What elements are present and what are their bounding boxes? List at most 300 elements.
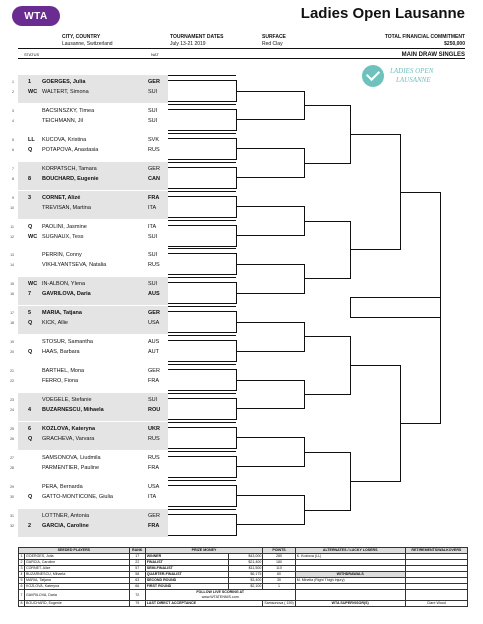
seed-number: 1 (20, 554, 23, 558)
bracket-line (236, 408, 304, 409)
draw-position: 25 (10, 426, 14, 431)
prize-money: $3,400 (228, 578, 263, 584)
player-row (10, 232, 168, 242)
player-row (10, 521, 168, 531)
seed-status: 4 (28, 406, 32, 413)
player-row (12, 164, 168, 174)
player-name: GAVRILOVA, Daria (42, 291, 91, 298)
draw-position: 5 (12, 137, 14, 142)
live-scoring-url[interactable]: www.WTATENNIS.com (201, 595, 239, 599)
bracket-line (168, 335, 236, 336)
bracket-line (236, 119, 304, 120)
seeded-header: SEEDED PLAYERS (19, 548, 130, 554)
match-pair (10, 364, 168, 392)
seed-rank: 66 (129, 584, 145, 590)
draw-position: 27 (10, 455, 14, 460)
player-name: KUCOVA, Kristina (42, 136, 87, 143)
player-row (10, 203, 168, 213)
match-pair (10, 393, 168, 421)
draw-position: 26 (10, 436, 14, 441)
prize-round: SEMI-FINALIST (145, 566, 228, 572)
prize-round: FIRST ROUND (145, 584, 228, 590)
player-name: PERA, Bernarda (42, 483, 83, 490)
draw-position: 10 (10, 205, 14, 210)
bracket-line (236, 177, 304, 178)
player-row (10, 376, 168, 386)
draw-position: 31 (10, 513, 14, 518)
bracket-line (168, 101, 236, 102)
bracket-line (168, 225, 236, 226)
prize-round: WINNER (145, 554, 228, 560)
bracket-line (168, 130, 236, 131)
player-name: LOTTNER, Antonia (42, 512, 90, 519)
bracket-line (168, 340, 236, 341)
draw-position: 22 (10, 379, 14, 383)
bracket-line (350, 297, 440, 298)
prize-round: FINALIST (145, 560, 228, 566)
seed-status: LL (28, 136, 35, 143)
seed-player-name: MARIA, Tatjana (25, 578, 130, 584)
player-row (12, 116, 168, 126)
seed-status: WC (28, 89, 38, 95)
draw-position: 24 (10, 407, 14, 412)
nationality: AUS (148, 291, 160, 298)
nationality: CAN (148, 175, 160, 182)
footer-table (18, 547, 468, 607)
player-row (10, 250, 168, 260)
player-name: FERRO, Fiona (42, 378, 79, 384)
player-row (10, 405, 168, 415)
player-row (12, 193, 168, 203)
player-name: WALTERT, Simona (42, 89, 89, 95)
seed-status: 3 (28, 194, 32, 201)
player-row (10, 424, 168, 434)
bracket-line (168, 109, 236, 110)
sponsor-text (390, 67, 433, 85)
nationality: SUI (148, 233, 158, 240)
seed-number: 7 (19, 590, 25, 601)
alternates-header: ALTERNATES / LUCKY LOSERS (295, 548, 405, 554)
bracket-line (236, 466, 304, 467)
bracket-line (168, 246, 236, 247)
bracket-line (236, 91, 304, 92)
bracket-line (168, 448, 236, 449)
player-row (10, 511, 168, 521)
seed-status: WC (28, 281, 38, 288)
bracket-line (168, 514, 236, 515)
seed-player-name: KOZLOVA, Kateryna (25, 584, 130, 590)
nationality: SVK (148, 136, 160, 143)
seed-player-name: CORNET, Alizé (25, 566, 130, 572)
match-pair (10, 306, 168, 334)
bracket-line (236, 437, 304, 438)
bracket-line (168, 535, 236, 536)
supervisor-label: WTA SUPERVISOR(S) (295, 601, 405, 607)
bracket-line (236, 495, 304, 496)
draw-position: 15 (10, 282, 14, 287)
draw-position: 19 (10, 340, 14, 345)
player-row (12, 145, 168, 155)
seed-number: 4 (20, 572, 23, 576)
player-name: TEICHMANN, Jil (42, 117, 83, 124)
player-name: MARIA, Tatjana (42, 310, 82, 317)
draw-position: 3 (12, 108, 14, 113)
player-row (10, 222, 168, 232)
nationality: RUS (148, 146, 160, 153)
match-pair (10, 335, 168, 363)
nationality: RUS (148, 262, 160, 269)
bracket-line (236, 351, 304, 352)
seed-status: Q (28, 493, 33, 500)
player-row (10, 308, 168, 318)
nat-column-header: NAT (151, 52, 159, 57)
seed-status: Q (28, 146, 33, 153)
draw-position: 20 (10, 350, 14, 355)
seed-player-name: BUZARNESCU, Mihaela (25, 572, 130, 578)
seed-rank: 72 (129, 590, 145, 601)
nationality: ITA (148, 223, 157, 230)
prize-points: 30 (263, 578, 295, 584)
bracket-line (168, 138, 236, 139)
bracket-line (168, 167, 236, 168)
player-name: POTAPOVA, Anastasia (42, 146, 99, 153)
bracket-line (168, 282, 236, 283)
match-pair (12, 104, 168, 132)
nationality: ROU (148, 406, 161, 413)
draw-position: 18 (10, 321, 14, 326)
seed-status: 5 (28, 310, 32, 317)
nationality: SUI (148, 89, 158, 95)
commitment-value: $250,000 (444, 41, 465, 47)
nationality: GER (148, 79, 160, 85)
dates-value: July 13-21 2019 (170, 41, 206, 47)
draw-position: 29 (10, 484, 14, 489)
bracket-line (168, 253, 236, 254)
draw-position: 14 (10, 263, 14, 268)
seed-number: 2 (20, 560, 23, 564)
surface-label: SURFACE (262, 34, 286, 40)
seed-status: Q (28, 435, 33, 442)
bracket-line (168, 248, 236, 249)
alternate-entry: K. Kozlova (LL) (295, 554, 405, 560)
nationality: AUT (148, 349, 159, 356)
seed-status: 2 (28, 522, 32, 529)
match-pair (10, 191, 168, 219)
player-row (12, 77, 168, 87)
player-name: SAMSONOVA, Liudmila (42, 454, 101, 461)
bracket-line (440, 192, 441, 424)
player-row (10, 279, 168, 289)
bracket-line (168, 419, 236, 420)
prize-points: 180 (263, 560, 295, 566)
alternate-entry: WITHDRAWALS (295, 572, 405, 578)
bracket-line (350, 317, 440, 318)
prize-money: $43,000 (228, 554, 263, 560)
nationality: USA (148, 483, 160, 490)
player-name: PARMENTIER, Pauline (42, 464, 100, 471)
draw-position: 8 (12, 176, 14, 181)
player-row (12, 174, 168, 184)
seed-rank: 22 (129, 560, 145, 566)
bracket-line (168, 303, 236, 304)
bracket-line (304, 336, 350, 337)
nationality: ITA (148, 493, 157, 500)
bracket-line (168, 196, 236, 197)
points-header: POINTS (263, 548, 295, 554)
seed-rank: 57 (129, 566, 145, 572)
player-row (10, 366, 168, 376)
match-pair (12, 75, 168, 103)
match-pair (10, 277, 168, 305)
match-pair (10, 248, 168, 276)
bracket-line (304, 394, 350, 395)
draw-position: 1 (12, 80, 14, 84)
seed-player-name: GOERGES, Julia (25, 554, 130, 560)
seed-status: WC (28, 233, 38, 240)
nationality: RUS (148, 435, 160, 442)
match-pair (10, 451, 168, 479)
bracket-line (168, 191, 236, 192)
draw-position: 7 (12, 166, 14, 171)
seed-status: Q (28, 320, 33, 327)
bracket-line (168, 75, 236, 76)
tournament-title: Ladies Open Lausanne (300, 5, 465, 22)
bracket-line (304, 221, 350, 222)
surface-value: Red Clay (262, 41, 283, 47)
player-name: BACSINSZKY, Timea (42, 107, 95, 114)
player-name: HAAS, Barbara (42, 349, 80, 356)
match-pair (10, 480, 168, 508)
match-pair (10, 422, 168, 450)
player-name: KOZLOVA, Kateryna (42, 425, 96, 432)
seed-status: 8 (28, 175, 32, 182)
commitment-label: TOTAL FINANCIAL COMMITMENT (384, 34, 465, 40)
bracket-line (168, 162, 236, 163)
nationality: GER (148, 368, 160, 374)
bracket-line (350, 134, 400, 135)
bracket-line (168, 104, 236, 105)
player-name: GOERGES, Julia (42, 79, 86, 85)
player-name: CORNET, Alizé (42, 194, 81, 201)
player-row (10, 482, 168, 492)
player-name: TREVISAN, Martina (42, 204, 91, 211)
bracket-line (304, 452, 350, 453)
draw-position: 30 (10, 494, 14, 499)
bracket-line (168, 274, 236, 275)
header-rule (18, 48, 465, 49)
sponsor-logo (350, 63, 460, 99)
player-name: VOEGELE, Stefanie (42, 396, 92, 403)
seed-rank: 63 (129, 578, 145, 584)
footer-row (19, 590, 468, 601)
prize-points: 1 (263, 584, 295, 590)
bracket-line (168, 398, 236, 399)
draw-position: 9 (12, 195, 14, 200)
player-row (10, 347, 168, 357)
bracket-line (350, 297, 351, 318)
bracket-line (236, 206, 304, 207)
bracket-line (168, 369, 236, 370)
player-name: GATTO-MONTICONE, Giulia (42, 493, 113, 500)
draw-position: 28 (10, 465, 14, 470)
player-name: KORPATSCH, Tamara (42, 165, 97, 172)
draw-position: 23 (10, 397, 14, 402)
draw-position: 21 (10, 369, 14, 373)
alternate-entry (295, 590, 405, 601)
player-row (10, 318, 168, 328)
prize-points: 60 (263, 572, 295, 578)
bracket-line (400, 192, 440, 193)
player-name: GARCIA, Caroline (42, 522, 89, 529)
match-pair (10, 509, 168, 537)
bracket-line (168, 427, 236, 428)
nationality: SUI (148, 252, 158, 259)
dates-label: TOURNAMENT DATES (170, 34, 224, 40)
draw-position: 32 (10, 523, 14, 528)
nationality: ITA (148, 204, 157, 211)
draw-position: 17 (10, 311, 14, 316)
bracket-line (168, 364, 236, 365)
last-direct-acceptance-label: LAST DIRECT ACCEPTANCE (145, 601, 263, 607)
draw-position: 2 (12, 90, 14, 94)
prize-points: 280 (263, 554, 295, 560)
seed-number: 8 (20, 601, 23, 605)
bracket-line (304, 163, 350, 164)
player-name: PERRIN, Conny (42, 252, 82, 259)
bracket-line (168, 306, 236, 307)
prize-money: $11,500 (228, 566, 263, 572)
bracket-line (236, 148, 304, 149)
rank-header: RANK (129, 548, 145, 554)
nationality: USA (148, 320, 160, 327)
bracket-line (168, 477, 236, 478)
prize-round: SECOND ROUND (145, 578, 228, 584)
prize-header: PRIZE MONEY (145, 548, 263, 554)
player-row (10, 453, 168, 463)
bracket-line (168, 506, 236, 507)
bracket-line (168, 217, 236, 218)
bracket-line (236, 235, 304, 236)
city-value: Lausanne, Switzerland (62, 41, 113, 47)
live-scoring-label: FOLLOW LIVE SCORING AT www.WTATENNIS.com (145, 590, 295, 601)
nationality: GER (148, 310, 160, 317)
last-direct-acceptance-value: Samsonova ( 159) (264, 601, 294, 605)
nationality: RUS (148, 454, 160, 461)
seed-status: Q (28, 223, 33, 230)
bracket-line (236, 264, 304, 265)
draw-position: 4 (12, 118, 14, 123)
seed-number: 5 (20, 578, 23, 582)
alternate-entry: M. Minella (Right Thigh Injury) (295, 578, 405, 584)
bracket-line (168, 422, 236, 423)
player-row (10, 289, 168, 299)
bracket-line (304, 278, 350, 279)
bracket-line (304, 510, 350, 511)
prize-points: 110 (263, 566, 295, 572)
prize-money: $6,175 (228, 572, 263, 578)
bracket-line (236, 322, 304, 323)
draw-position: 12 (10, 234, 14, 239)
bracket-line (168, 480, 236, 481)
city-label: CITY, COUNTRY (62, 34, 101, 40)
bracket-line (168, 456, 236, 457)
bracket-line (168, 277, 236, 278)
retirement-entry (405, 590, 467, 601)
bracket-line (168, 390, 236, 391)
seed-status: Q (28, 349, 33, 356)
wta-logo: WTA (12, 6, 60, 26)
player-row (10, 463, 168, 473)
draw-position: 11 (10, 224, 14, 229)
player-name: IN-ALBON, Ylena (42, 281, 86, 288)
nationality: GER (148, 512, 160, 519)
player-row (10, 492, 168, 502)
seed-status: 7 (28, 291, 32, 298)
bracket-line (236, 293, 304, 294)
match-pair (12, 162, 168, 190)
bracket-line (168, 485, 236, 486)
seed-status: 1 (28, 79, 32, 85)
draw-position: 6 (12, 147, 14, 152)
seed-rank: 17 (129, 554, 145, 560)
bracket-line (350, 249, 400, 250)
bracket-line (168, 332, 236, 333)
bracket-line (168, 159, 236, 160)
prize-round: QUARTER-FINALIST (145, 572, 228, 578)
player-row (12, 106, 168, 116)
seed-status: 6 (28, 425, 32, 432)
status-column-header: STATUS (24, 52, 40, 57)
sponsor-line-2: LAUSANNE (396, 76, 431, 84)
player-row (10, 260, 168, 270)
nationality: GER (148, 165, 160, 172)
nationality: FRA (148, 194, 160, 201)
player-name: VIKHLYANTSEVA, Natalia (42, 262, 107, 269)
match-pair (10, 220, 168, 248)
bracket-line (168, 188, 236, 189)
seed-rank: 58 (129, 572, 145, 578)
draw-position: 16 (10, 292, 14, 297)
player-name: GRACHEVA, Varvara (42, 435, 95, 442)
nationality: SUI (148, 117, 158, 124)
bracket-line (168, 361, 236, 362)
nationality: SUI (148, 281, 158, 288)
seed-player-name: BOUCHARD, Eugenie (25, 601, 130, 607)
bracket-line (168, 220, 236, 221)
player-row (12, 87, 168, 97)
prize-money: $21,400 (228, 560, 263, 566)
bracket-line (168, 133, 236, 134)
bracket-line (168, 311, 236, 312)
bracket-line (304, 105, 350, 106)
player-name: PAOLINI, Jasmine (42, 223, 87, 230)
player-name: KICK, Allie (42, 320, 68, 327)
bracket-line (168, 451, 236, 452)
seed-number: 3 (20, 566, 23, 570)
nationality: FRA (148, 522, 160, 529)
nationality: FRA (148, 464, 159, 471)
player-name: BOUCHARD, Eugenie (42, 175, 99, 182)
nationality: FRA (148, 378, 159, 384)
bracket-line (168, 509, 236, 510)
seed-player-name: GARCIA, Caroline (25, 560, 130, 566)
player-name: BARTHEL, Mona (42, 368, 85, 374)
bracket-line (236, 380, 304, 381)
seed-number: 6 (20, 584, 23, 588)
player-row (10, 434, 168, 444)
bracket-line (350, 365, 400, 366)
match-pair (12, 133, 168, 161)
